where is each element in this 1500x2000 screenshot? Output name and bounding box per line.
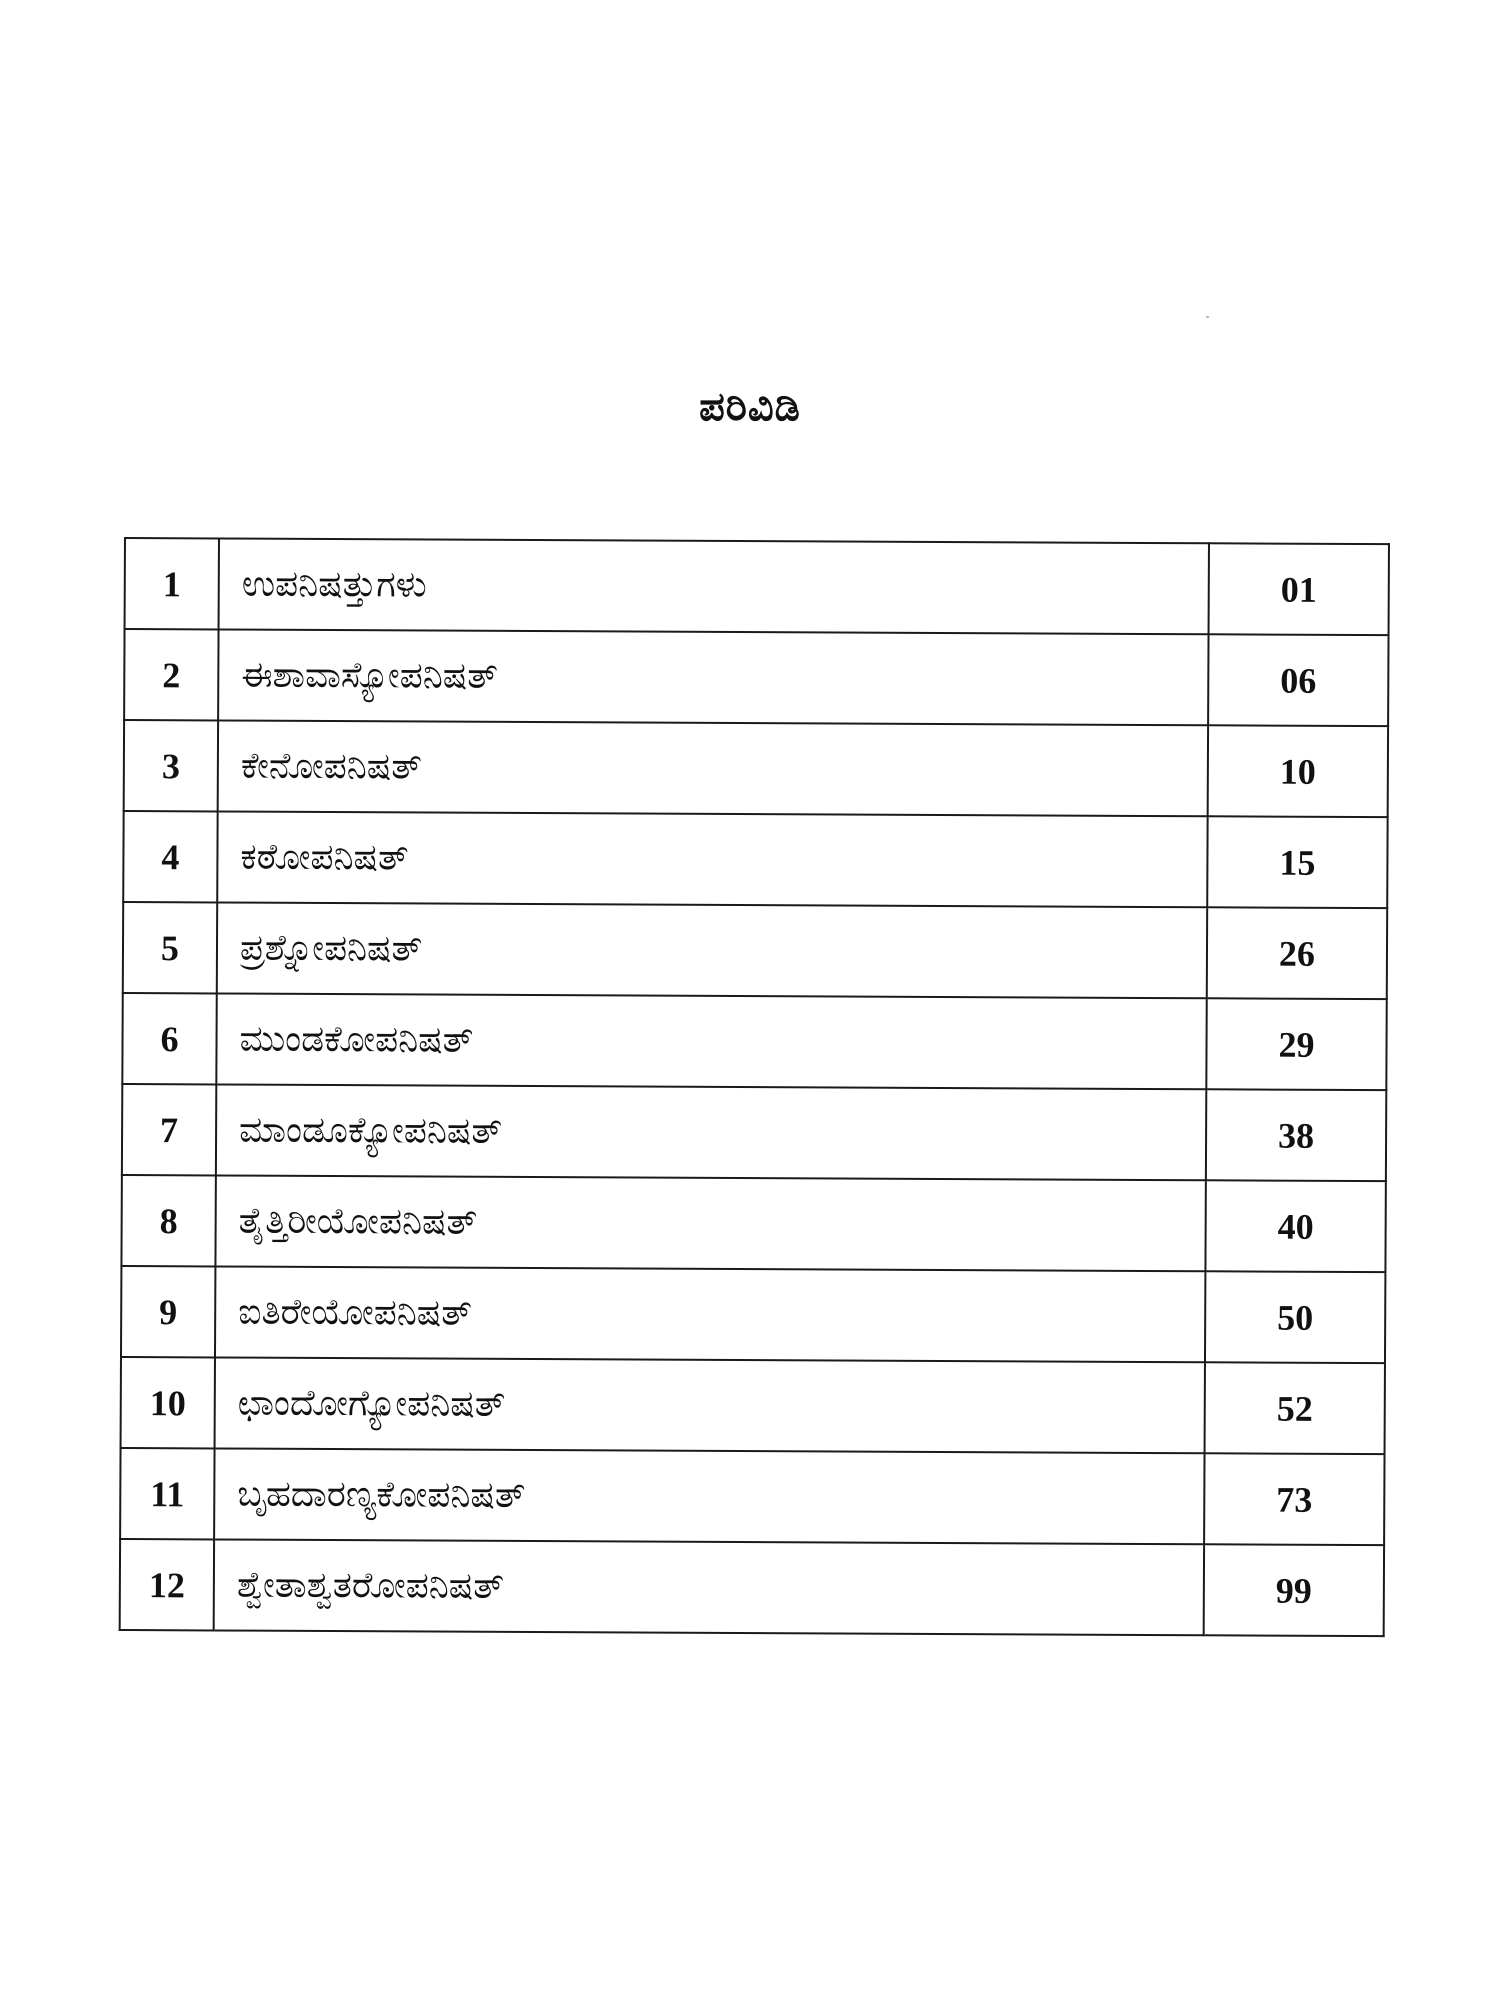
table-row	[120, 1448, 1384, 1545]
table-row	[122, 1084, 1386, 1181]
entry-page-number: 01	[1209, 543, 1389, 635]
table-row	[122, 993, 1386, 1090]
table-row	[123, 811, 1387, 908]
contents-table	[119, 537, 1390, 1637]
entry-number: 10	[121, 1357, 215, 1448]
entry-page-number: 50	[1205, 1271, 1385, 1363]
table-row	[120, 1539, 1384, 1636]
entry-number: 9	[121, 1266, 215, 1357]
table-row	[124, 629, 1388, 726]
entry-number: 3	[124, 720, 218, 811]
entry-title: ಕೇನೋಪನಿಷತ್	[218, 720, 1208, 816]
table-row	[121, 1266, 1385, 1363]
entry-number: 7	[122, 1084, 216, 1175]
entry-title: ಬೃಹದಾರಣ್ಯಕೋಪನಿಷತ್	[214, 1448, 1204, 1544]
table-row	[121, 1357, 1385, 1454]
scan-speck	[1206, 316, 1209, 318]
entry-title: ಪ್ರಶ್ನೋಪನಿಷತ್	[217, 902, 1207, 998]
entry-page-number: 26	[1207, 907, 1387, 999]
entry-title: ಶ್ವೇತಾಶ್ವತರೋಪನಿಷತ್	[214, 1539, 1204, 1635]
entry-page-number: 52	[1205, 1362, 1385, 1454]
entry-page-number: 15	[1207, 816, 1387, 908]
entry-number: 1	[125, 538, 219, 629]
contents-table-body	[120, 538, 1389, 1636]
entry-title: ಛಾಂದೋಗ್ಯೋಪನಿಷತ್	[215, 1357, 1205, 1453]
entry-title: ಐತಿರೇಯೋಪನಿಷತ್	[215, 1266, 1205, 1362]
entry-title: ಉಪನಿಷತ್ತುಗಳು	[219, 538, 1209, 634]
entry-number: 5	[123, 902, 217, 993]
table-row	[121, 1175, 1385, 1272]
entry-number: 6	[122, 993, 216, 1084]
entry-title: ಕಠೋಪನಿಷತ್	[217, 811, 1207, 907]
entry-number: 4	[123, 811, 217, 902]
entry-page-number: 40	[1205, 1180, 1385, 1272]
entry-number: 8	[121, 1175, 215, 1266]
entry-title: ಈಶಾವಾಸ್ಯೋಪನಿಷತ್	[218, 629, 1208, 725]
table-row	[124, 720, 1388, 817]
entry-number: 11	[120, 1448, 214, 1539]
entry-page-number: 99	[1204, 1544, 1384, 1636]
entry-title: ಮಾಂಡೂಕ್ಯೋಪನಿಷತ್	[216, 1084, 1206, 1180]
entry-page-number: 29	[1206, 998, 1386, 1090]
entry-number: 12	[120, 1539, 214, 1630]
entry-title: ತೈತ್ತಿರೀಯೋಪನಿಷತ್	[215, 1175, 1205, 1271]
entry-title: ಮುಂಡಕೋಪನಿಷತ್	[216, 993, 1206, 1089]
table-row	[123, 902, 1387, 999]
table-row	[125, 538, 1389, 635]
entry-number: 2	[124, 629, 218, 720]
entry-page-number: 06	[1208, 634, 1388, 726]
entry-page-number: 10	[1208, 725, 1388, 817]
page-title: ಪರಿವಿಡಿ	[699, 384, 801, 430]
entry-page-number: 73	[1204, 1453, 1384, 1545]
entry-page-number: 38	[1206, 1089, 1386, 1181]
